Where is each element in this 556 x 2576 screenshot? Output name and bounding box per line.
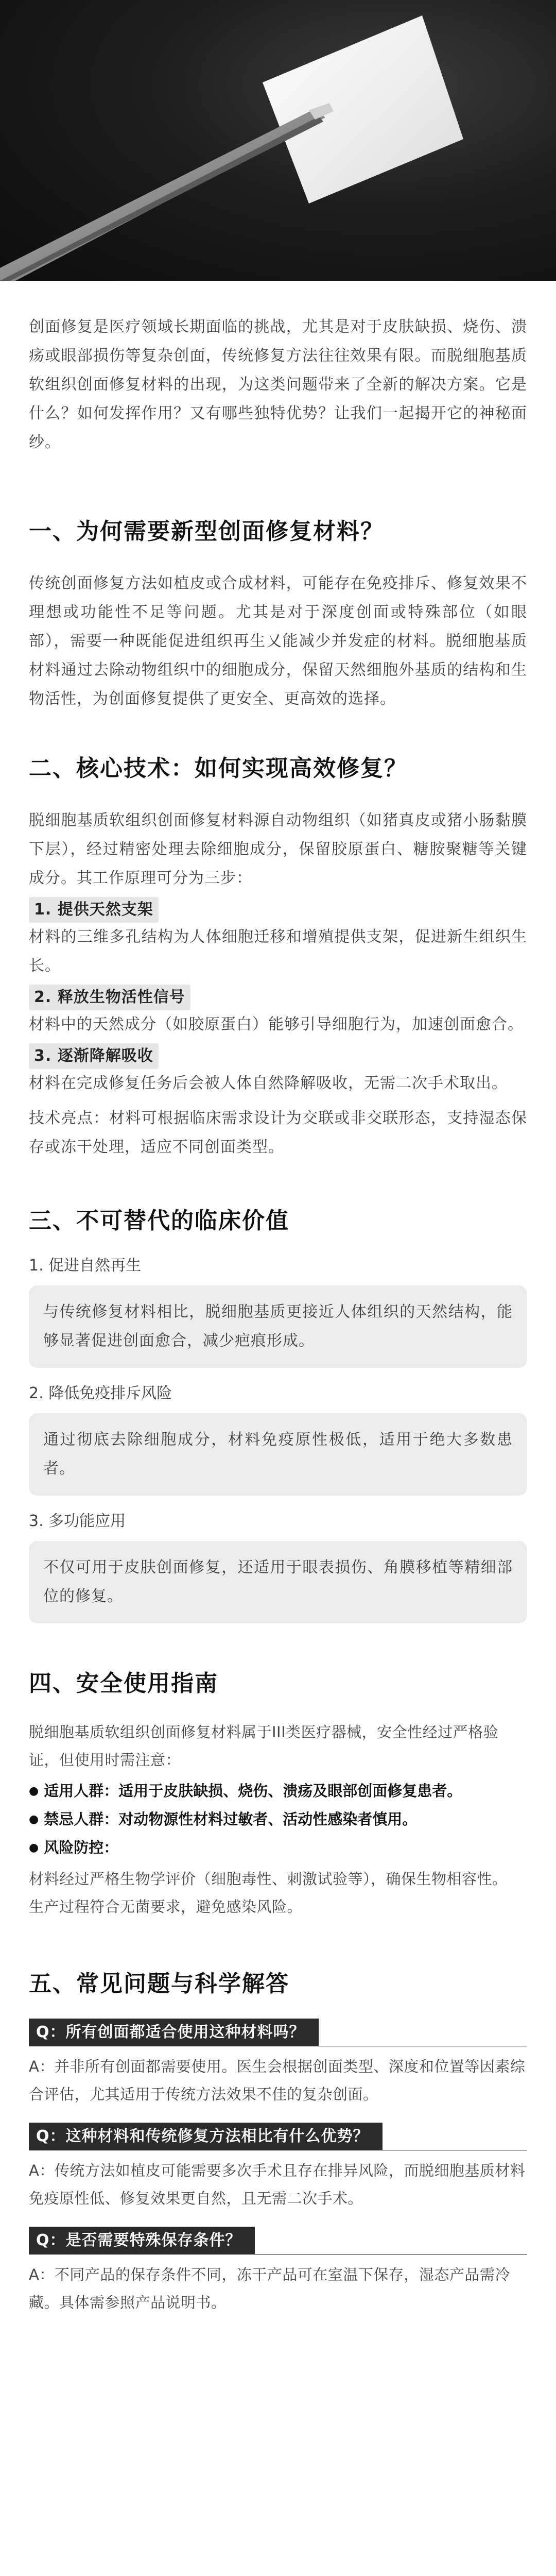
qa-item-3	[29, 2227, 527, 2255]
value-1-box	[29, 1285, 527, 1368]
tweezers-arm-lower	[0, 116, 323, 281]
value-2-text: 通过彻底去除细胞成分，材料免疫原性极低，适用于绝大多数患者。	[43, 1431, 513, 1478]
section4-body: 脱细胞基质软组织创面修复材料属于III类医疗器械，安全性经过严格验证，但使用时需注意：	[29, 1723, 499, 1769]
bullet-dot-icon: ●	[29, 1841, 39, 1854]
qa-item-2	[29, 2123, 527, 2150]
bullet-dot-icon: ●	[29, 1813, 39, 1826]
answer-2: A：传统方法如植皮可能需要多次手术且存在排异风险，而脱细胞基质材料免疫原性低、修复效果更自然，且无需二次手术。	[29, 2162, 526, 2207]
bullet-risk-control: ● 风险防控：	[29, 1839, 119, 1856]
value-3-text: 不仅可用于皮肤创面修复，还适用于眼表损伤、角膜移植等精细部位的修复。	[43, 1558, 513, 1605]
question-1: Q：所有创面都适合使用这种材料吗？	[29, 2019, 319, 2046]
step-1-text: 材料的三维多孔结构为人体细胞迁移和增殖提供支架，促进新生组织生长。	[29, 928, 527, 975]
value-2-box	[29, 1413, 527, 1496]
value-3-box	[29, 1541, 527, 1623]
section2-title: 二、核心技术：如何实现高效修复？	[29, 755, 408, 782]
step-2-text: 材料中的天然成分（如胶原蛋白）能够引导细胞行为，加速创面愈合。	[29, 1015, 524, 1033]
step-1-label: 1. 提供天然支架	[29, 897, 159, 923]
bullet-contraindication: ● 禁忌人群：对动物源性材料过敏者、活动性感染者慎用。	[29, 1810, 418, 1828]
risk-text-2: 生产过程符合无菌要求，避免感染风险。	[29, 1898, 303, 1916]
tweezers-arm-upper	[0, 109, 325, 281]
bullet-applicable: ● 适用人群：适用于皮肤缺损、烧伤、溃疡及眼部创面修复患者。	[29, 1782, 462, 1800]
step-2-label: 2. 释放生物活性信号	[29, 985, 190, 1010]
intro-paragraph: 创面修复是医疗领域长期面临的挑战，尤其是对于皮肤缺损、烧伤、溃疡或眼部损伤等复杂创面，传统修复方法往往效果有限。而脱细胞基质软组织创面修复材料的出现，为这类问题带来了全新的解决方案。它是什么？如何发挥作用？又有哪些独特优势？让我们一起揭开它的神秘面纱。	[29, 318, 527, 451]
value-1-text: 与传统修复材料相比，脱细胞基质更接近人体组织的天然结构，能够显著促进创面愈合，减少疤痕形成。	[43, 1303, 513, 1350]
section1-title: 一、为何需要新型创面修复材料？	[29, 518, 384, 545]
hero-image	[0, 0, 556, 281]
value-3-title: 3. 多功能应用	[29, 1512, 126, 1530]
step-3-text: 材料在完成修复任务后会被人体自然降解吸收，无需二次手术取出。	[29, 1074, 508, 1092]
bullet-dot-icon: ●	[29, 1785, 39, 1798]
risk-text-1: 材料经过严格生物学评价（细胞毒性、刺激试验等），确保生物相容性。	[29, 1870, 508, 1888]
step-3-label: 3. 逐渐降解吸收	[29, 1043, 159, 1069]
question-2: Q：这种材料和传统修复方法相比有什么优势？	[29, 2123, 383, 2150]
value-2-title: 2. 降低免疫排斥风险	[29, 1384, 172, 1402]
section3-title: 三、不可替代的临床价值	[29, 1208, 289, 1234]
section2-body: 脱细胞基质软组织创面修复材料源自动物组织（如猪真皮或猪小肠黏膜下层），经过精密处理去除细胞成分，保留胶原蛋白、糖胺聚糖等关键成分。其工作原理可分为三步：	[29, 811, 527, 887]
gauze-pad	[263, 15, 463, 204]
section5-title: 五、常见问题与科学解答	[29, 1971, 289, 1997]
tech-highlight: 技术亮点：材料可根据临床需求设计为交联或非交联形态，支持湿态保存或冻干处理，适应不同创面类型。	[29, 1109, 527, 1156]
value-1-title: 1. 促进自然再生	[29, 1257, 142, 1275]
question-3: Q：是否需要特殊保存条件？	[29, 2227, 255, 2255]
tweezers-holding-gauze-illustration	[0, 0, 556, 281]
answer-3: A：不同产品的保存条件不同，冻干产品可在室温下保存，湿态产品需冷藏。具体需参照产品说明书。	[29, 2266, 510, 2311]
section4-title: 四、安全使用指南	[29, 1670, 218, 1697]
article-body	[0, 281, 556, 2316]
qa-item-1	[29, 2019, 527, 2046]
answer-1: A：并非所有创面都需要使用。医生会根据创面类型、深度和位置等因素综合评估，尤其适用于传统方法效果不佳的复杂创面。	[29, 2058, 526, 2103]
section1-body: 传统创面修复方法如植皮或合成材料，可能存在免疫排斥、修复效果不理想或功能性不足等问题。尤其是对于深度创面或特殊部位（如眼部），需要一种既能促进组织再生又能减少并发症的材料。脱细胞基质材料通过去除动物组织中的细胞成分，保留天然细胞外基质的结构和生物活性，为创面修复提供了更安全、更高效的选择。	[29, 574, 527, 708]
